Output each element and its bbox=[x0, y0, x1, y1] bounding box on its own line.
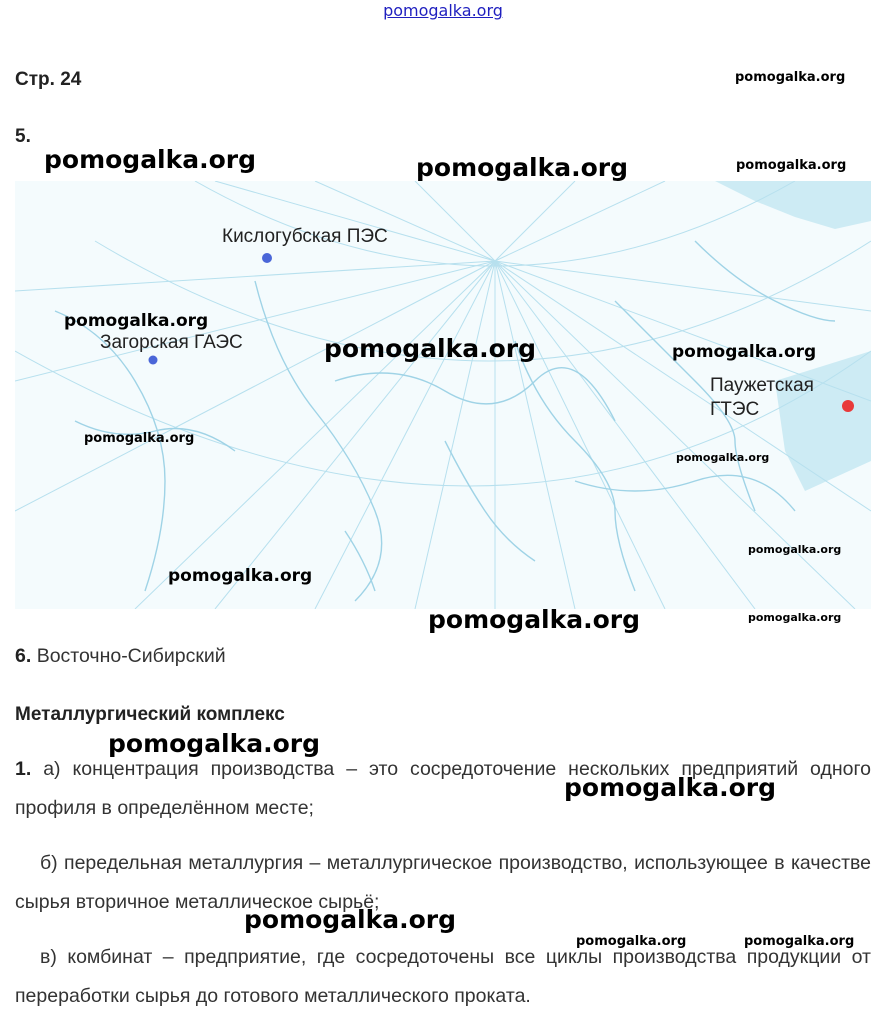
watermark: pomogalka.org bbox=[64, 311, 209, 331]
task-6 bbox=[15, 637, 226, 676]
watermark: pomogalka.org bbox=[744, 934, 855, 949]
task-1-a-text: а) концентрация производства – это сосредоточение нескольких предприятий одного профиля в определённом месте; bbox=[15, 758, 871, 819]
watermark: pomogalka.org bbox=[748, 611, 842, 624]
zagorskaya-dot bbox=[149, 356, 158, 365]
task-6-answer: Восточно-Сибирский bbox=[36, 645, 226, 667]
label-kislogubskaya: Кислогубская ПЭС bbox=[222, 226, 388, 247]
label-zagorskaya: Загорская ГАЭС bbox=[100, 332, 243, 353]
watermark: pomogalka.org bbox=[748, 543, 842, 556]
rivers bbox=[55, 241, 835, 601]
watermark: pomogalka.org bbox=[736, 158, 847, 173]
watermark: pomogalka.org bbox=[324, 334, 537, 363]
map-russia bbox=[15, 181, 871, 609]
pacific-sea bbox=[775, 351, 871, 491]
watermark: pomogalka.org bbox=[44, 145, 257, 174]
watermark: pomogalka.org bbox=[672, 342, 817, 362]
section-title: Металлургический комплекс bbox=[15, 704, 285, 725]
watermark: pomogalka.org bbox=[428, 605, 641, 634]
label-pauzhetskaya-line2: ГТЭС bbox=[710, 399, 760, 420]
task-1-v: в) комбинат – предприятие, где сосредоточены все циклы производства продукции от переработки сырья до готового металлического проката. bbox=[15, 946, 871, 1007]
watermark: pomogalka.org bbox=[416, 153, 629, 182]
watermark: pomogalka.org bbox=[564, 773, 777, 802]
task-1-b: б) передельная металлургия – металлургическое производство, использующее в качестве сырья вторичное металлическое сырьё; bbox=[15, 852, 871, 913]
watermark: pomogalka.org bbox=[244, 905, 457, 934]
page-label: Стр. 24 bbox=[15, 69, 82, 90]
label-pauzhetskaya-line1: Паужетская bbox=[710, 375, 814, 396]
watermark: pomogalka.org bbox=[168, 566, 313, 586]
kislogubskaya-dot bbox=[262, 253, 272, 263]
watermark: pomogalka.org bbox=[576, 934, 687, 949]
task-6-number: 6. bbox=[15, 645, 32, 667]
task-1-number: 1. bbox=[15, 758, 32, 780]
watermark: pomogalka.org bbox=[676, 451, 770, 464]
watermark: pomogalka.org bbox=[108, 729, 321, 758]
watermark: pomogalka.org bbox=[735, 70, 846, 85]
header-watermark-link[interactable]: pomogalka.org bbox=[383, 1, 503, 20]
arctic-sea bbox=[715, 181, 871, 229]
pauzhetskaya-dot bbox=[842, 400, 854, 412]
task-5-number: 5. bbox=[15, 126, 31, 147]
watermark: pomogalka.org bbox=[84, 431, 195, 446]
